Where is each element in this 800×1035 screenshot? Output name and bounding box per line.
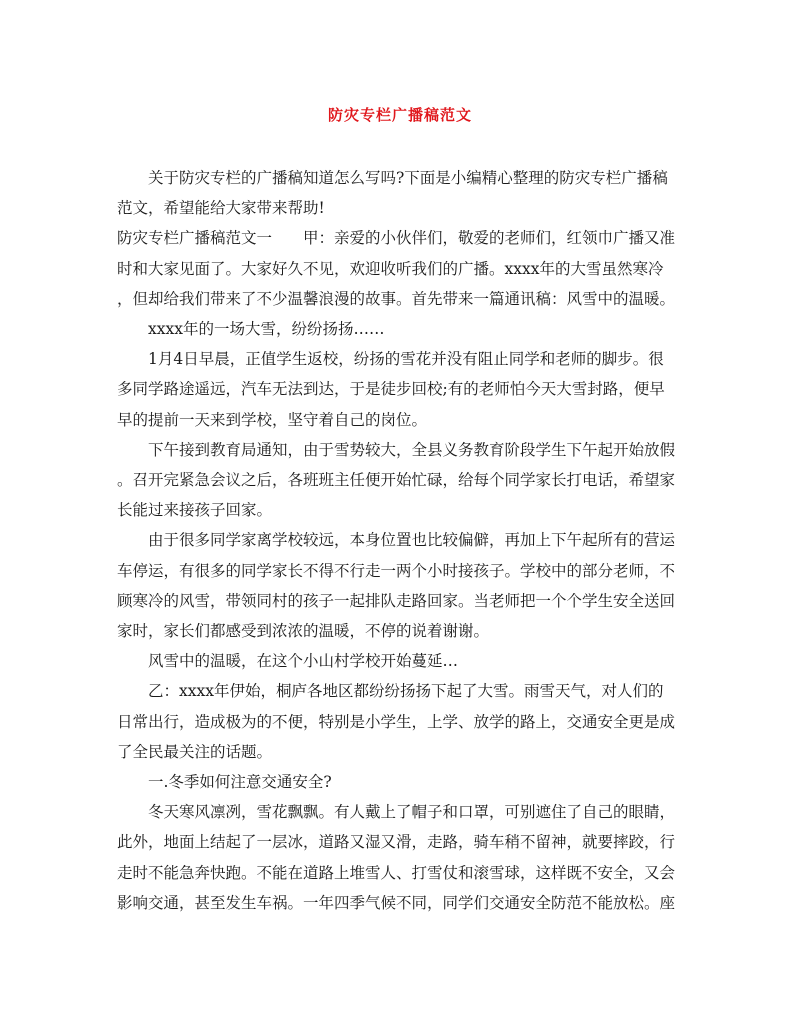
paragraph-line: 冬天寒风凛冽，雪花飘飘。有人戴上了帽子和口罩，可别遮住了自己的眼睛， — [148, 803, 676, 822]
paragraph-line: 一.冬季如何注意交通安全? — [148, 773, 332, 792]
paragraph-line: 了全民最关注的话题。 — [117, 742, 273, 761]
paragraph-line: xxxx年的一场大雪，纷纷扬扬…… — [148, 320, 385, 339]
paragraph-line: 早的提前一天来到学校，坚守着自己的岗位。 — [117, 410, 428, 429]
paragraph-line: 顾寒冷的风雪，带领同村的孩子一起排队走路回家。当老师把一个个学生安全送回 — [117, 591, 676, 610]
paragraph-line: 1月4日早晨，正值学生返校，纷扬的雪花并没有阻止同学和老师的脚步。很 — [148, 350, 664, 369]
paragraph-line: 由于很多同学家离学校较远，本身位置也比较偏僻，再加上下午起所有的营运 — [148, 531, 676, 550]
paragraph-line: 此外，地面上结起了一层冰，道路又湿又滑，走路，骑车稍不留神，就要摔跤，行 — [117, 833, 676, 852]
document-title: 防灾专栏广播稿范文 — [327, 106, 472, 124]
paragraph-line: 。召开完紧急会议之后，各班班主任便开始忙碌，给每个同学家长打电话，希望家 — [117, 471, 676, 490]
paragraph-line: ，但却给我们带来了不少温馨浪漫的故事。首先带来一篇通讯稿：风雪中的温暖。 — [117, 289, 676, 308]
paragraph-line: 乙：xxxx年伊始，桐庐各地区都纷纷扬扬下起了大雪。雨雪天气，对人们的 — [148, 682, 664, 701]
paragraph-line: 日常出行，造成极为的不便，特别是小学生，上学、放学的路上，交通安全更是成 — [117, 712, 676, 731]
paragraph-line: 风雪中的温暖，在这个小山村学校开始蔓延… — [148, 652, 459, 671]
paragraph-line: 多同学路途遥远，汽车无法到达，于是徒步回校;有的老师怕今天大雪封路，便早 — [117, 380, 665, 399]
paragraph-line: 走时不能急奔快跑。不能在道路上堆雪人、打雪仗和滚雪球，这样既不安全，又会 — [117, 863, 676, 882]
paragraph-line: 时和大家见面了。大家好久不见，欢迎收听我们的广播。xxxx年的大雪虽然寒冷 — [117, 259, 664, 278]
paragraph-line: 范文，希望能给大家带来帮助! — [117, 199, 325, 218]
paragraph-line: 长能过来接孩子回家。 — [117, 501, 273, 520]
paragraph-line: 下午接到教育局通知，由于雪势较大，全县义务教育阶段学生下午起开始放假 — [148, 440, 676, 459]
paragraph-line: 家时，家长们都感受到浓浓的温暖，不停的说着谢谢。 — [117, 622, 490, 641]
paragraph-line: 防灾专栏广播稿范文一 甲：亲爱的小伙伴们，敬爱的老师们，红领巾广播又准 — [117, 229, 676, 248]
paragraph-line: 车停运，有很多的同学家长不得不行走一两个小时接孩子。学校中的部分老师，不 — [117, 561, 676, 580]
document-body — [117, 163, 686, 918]
paragraph-line: 影响交通，甚至发生车祸。一年四季气候不同，同学们交通安全防范不能放松。座 — [117, 893, 676, 912]
paragraph-line: 关于防灾专栏的广播稿知道怎么写吗?下面是小编精心整理的防灾专栏广播稿 — [148, 169, 668, 187]
